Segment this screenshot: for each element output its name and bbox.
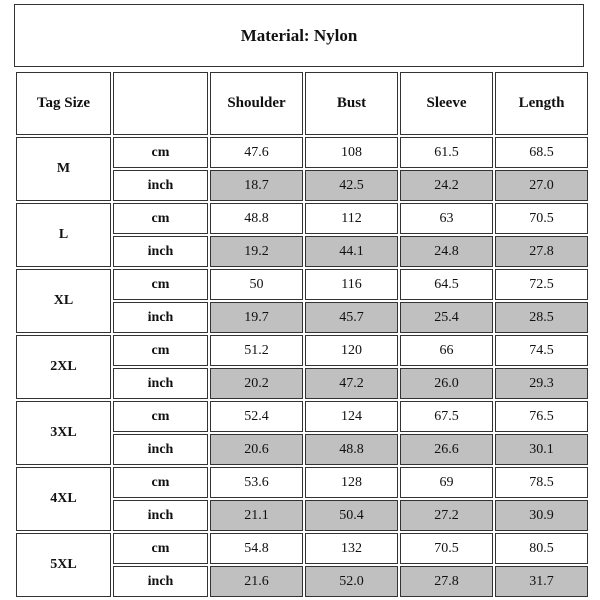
length-inch-cell: 30.9: [495, 500, 588, 531]
unit-cell: inch: [113, 434, 208, 465]
header-shoulder: Shoulder: [210, 72, 303, 135]
shoulder-cm-cell: 54.8: [210, 533, 303, 564]
unit-cell: inch: [113, 500, 208, 531]
shoulder-inch-cell: 21.1: [210, 500, 303, 531]
sleeve-inch-cell: 27.2: [400, 500, 493, 531]
unit-cell: cm: [113, 335, 208, 366]
length-cm-cell: 72.5: [495, 269, 588, 300]
table-row: [16, 269, 588, 300]
bust-cm-cell: 120: [305, 335, 398, 366]
sleeve-cm-cell: 66: [400, 335, 493, 366]
header-length: Length: [495, 72, 588, 135]
unit-cell: cm: [113, 203, 208, 234]
length-inch-cell: 27.0: [495, 170, 588, 201]
bust-inch-cell: 48.8: [305, 434, 398, 465]
bust-cm-cell: 124: [305, 401, 398, 432]
sleeve-cm-cell: 61.5: [400, 137, 493, 168]
unit-cell: inch: [113, 566, 208, 597]
table-row: [16, 137, 588, 168]
shoulder-inch-cell: 19.7: [210, 302, 303, 333]
shoulder-cm-cell: 50: [210, 269, 303, 300]
header-tag-size: Tag Size: [16, 72, 111, 135]
shoulder-inch-cell: 18.7: [210, 170, 303, 201]
bust-inch-cell: 50.4: [305, 500, 398, 531]
length-cm-cell: 76.5: [495, 401, 588, 432]
tag-size-cell: XL: [16, 269, 111, 333]
shoulder-inch-cell: 21.6: [210, 566, 303, 597]
table-row: [16, 467, 588, 498]
shoulder-cm-cell: 53.6: [210, 467, 303, 498]
sleeve-inch-cell: 27.8: [400, 566, 493, 597]
table-row: [16, 203, 588, 234]
shoulder-inch-cell: 20.2: [210, 368, 303, 399]
tag-size-cell: 4XL: [16, 467, 111, 531]
length-inch-cell: 29.3: [495, 368, 588, 399]
unit-cell: cm: [113, 401, 208, 432]
sleeve-inch-cell: 24.8: [400, 236, 493, 267]
bust-cm-cell: 116: [305, 269, 398, 300]
bust-cm-cell: 132: [305, 533, 398, 564]
shoulder-cm-cell: 47.6: [210, 137, 303, 168]
unit-cell: cm: [113, 269, 208, 300]
bust-inch-cell: 44.1: [305, 236, 398, 267]
tag-size-cell: 3XL: [16, 401, 111, 465]
bust-cm-cell: 128: [305, 467, 398, 498]
unit-cell: cm: [113, 533, 208, 564]
sleeve-cm-cell: 70.5: [400, 533, 493, 564]
header-sleeve: Sleeve: [400, 72, 493, 135]
header-bust: Bust: [305, 72, 398, 135]
tag-size-cell: 5XL: [16, 533, 111, 597]
header-row: [16, 72, 588, 135]
shoulder-cm-cell: 51.2: [210, 335, 303, 366]
material-title: Material: Nylon: [14, 4, 584, 67]
unit-cell: inch: [113, 368, 208, 399]
table-row: [16, 335, 588, 366]
sleeve-cm-cell: 63: [400, 203, 493, 234]
tag-size-cell: L: [16, 203, 111, 267]
length-cm-cell: 68.5: [495, 137, 588, 168]
bust-inch-cell: 42.5: [305, 170, 398, 201]
tag-size-cell: M: [16, 137, 111, 201]
shoulder-cm-cell: 52.4: [210, 401, 303, 432]
sleeve-inch-cell: 26.6: [400, 434, 493, 465]
bust-inch-cell: 47.2: [305, 368, 398, 399]
unit-cell: inch: [113, 302, 208, 333]
length-inch-cell: 28.5: [495, 302, 588, 333]
bust-inch-cell: 52.0: [305, 566, 398, 597]
length-inch-cell: 31.7: [495, 566, 588, 597]
unit-cell: inch: [113, 170, 208, 201]
table-row: [16, 533, 588, 564]
length-cm-cell: 74.5: [495, 335, 588, 366]
shoulder-cm-cell: 48.8: [210, 203, 303, 234]
sleeve-cm-cell: 64.5: [400, 269, 493, 300]
sleeve-inch-cell: 24.2: [400, 170, 493, 201]
unit-cell: cm: [113, 137, 208, 168]
shoulder-inch-cell: 19.2: [210, 236, 303, 267]
bust-inch-cell: 45.7: [305, 302, 398, 333]
bust-cm-cell: 108: [305, 137, 398, 168]
length-inch-cell: 27.8: [495, 236, 588, 267]
sleeve-cm-cell: 69: [400, 467, 493, 498]
tag-size-cell: 2XL: [16, 335, 111, 399]
header-unit: [113, 72, 208, 135]
sleeve-inch-cell: 25.4: [400, 302, 493, 333]
size-chart-table: [14, 70, 590, 599]
table-row: [16, 401, 588, 432]
length-cm-cell: 78.5: [495, 467, 588, 498]
length-cm-cell: 70.5: [495, 203, 588, 234]
sleeve-cm-cell: 67.5: [400, 401, 493, 432]
unit-cell: cm: [113, 467, 208, 498]
unit-cell: inch: [113, 236, 208, 267]
length-inch-cell: 30.1: [495, 434, 588, 465]
bust-cm-cell: 112: [305, 203, 398, 234]
shoulder-inch-cell: 20.6: [210, 434, 303, 465]
sleeve-inch-cell: 26.0: [400, 368, 493, 399]
length-cm-cell: 80.5: [495, 533, 588, 564]
